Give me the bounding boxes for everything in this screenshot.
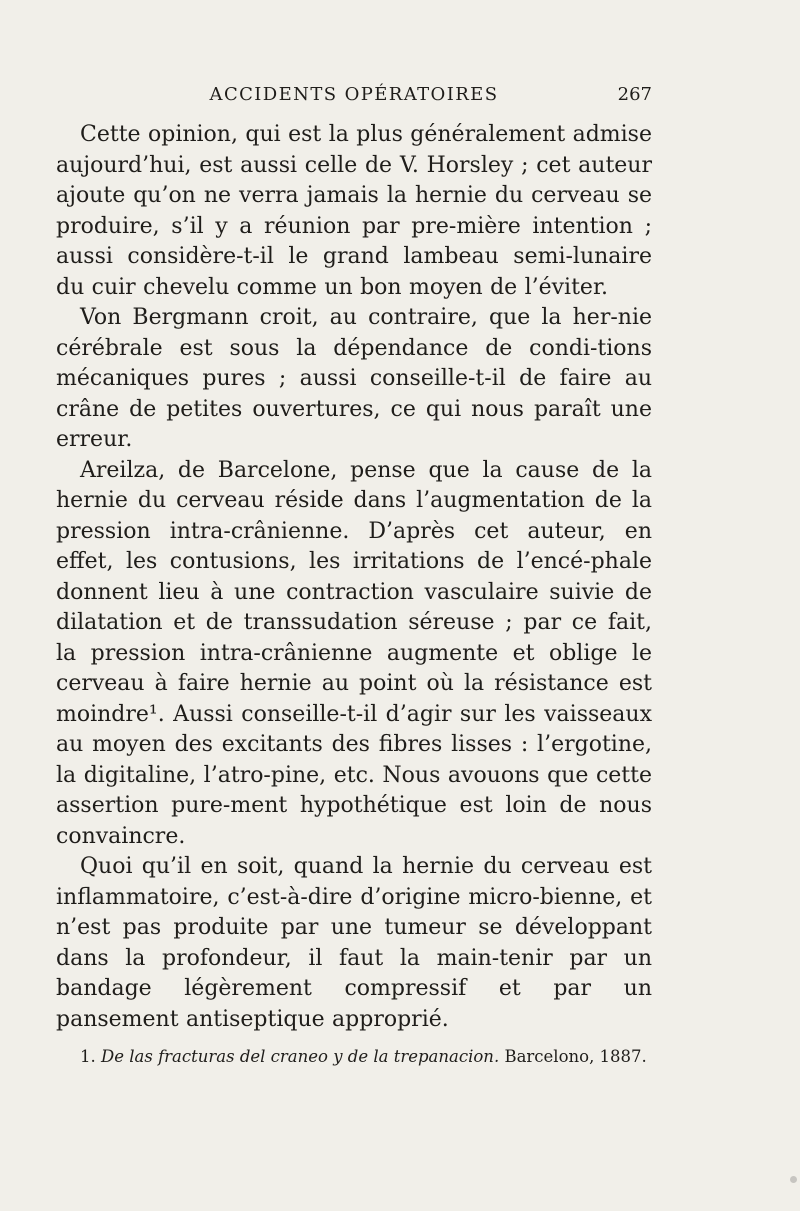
footnote-marker: 1. (80, 1047, 96, 1066)
running-title: ACCIDENTS OPÉRATOIRES (209, 84, 499, 105)
running-head (56, 84, 652, 114)
footnote-title: De las fracturas del craneo y de la trepanacion. (101, 1047, 500, 1066)
paragraph-areilza: Areilza, de Barcelone, pense que la cause de la hernie du cerveau réside dans l’augmentation de la pression intra-crânienne. D’après cet auteur, en effet, les contusions, les irritations de l’encé-phale donnent lieu à une contraction vasculaire suivie de dilatation et de transsudation séreuse ; par ce fait, la pression intra-crânienne augmente et oblige le cerveau à faire hernie au point où la résistance est moindre¹. Aussi conseille-t-il d’agir sur les vaisseaux au moyen des excitants des fibres lisses : l’ergotine, la digitaline, l’atro-pine, etc. Nous avouons que cette assertion pure-ment hypothétique est loin de nous convaincre. (56, 457, 652, 849)
paragraph-treatment: Quoi qu’il en soit, quand la hernie du cerveau est inflammatoire, c’est-à-dire d’origine micro-bienne, et n’est pas produite par une tumeur se développant dans la profondeur, il faut la main-tenir par un bandage légèrement compressif et par un pansement antiseptique approprié. (56, 854, 652, 1032)
footnote (56, 1046, 652, 1068)
paragraph-bergmann: Von Bergmann croit, au contraire, que la her-nie cérébrale est sous la dépendance de condi-tions mécaniques pures ; aussi conseille-t-il de faire au crâne de petites ouvertures, ce qui nous paraît une erreur. (56, 305, 652, 452)
body-text (56, 120, 652, 1035)
page-number: 267 (617, 84, 652, 105)
footnote-publication: Barcelono, 1887. (504, 1047, 647, 1066)
paragraph-horsley: Cette opinion, qui est la plus généralement admise aujourd’hui, est aussi celle de V. Horsley ; cet auteur ajoute qu’on ne verra jamais la hernie du cerveau se produire, s’il y a réunion par pre-mière intention ; aussi considère-t-il le grand lambeau semi-lunaire du cuir chevelu comme un bon moyen de l’éviter. (56, 122, 652, 300)
scan-spot (790, 1176, 797, 1183)
